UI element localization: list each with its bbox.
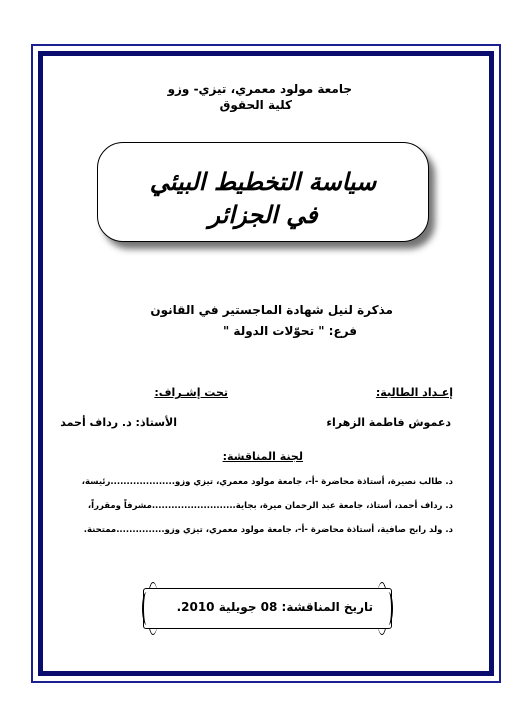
student-name: دعموش فاطمة الزهراء	[326, 416, 451, 429]
thesis-title-line-2: في الجزائر	[208, 201, 318, 229]
jury-member: د. طالب نصيرة، أستاذة محاضرة -أ-، جامعة مولود معمري، تيزي وزو....................رئيسة،	[81, 477, 453, 487]
jury-label: لجنة المناقشة:	[222, 450, 303, 463]
jury-member: د. ولد رابح صافية، أستاذة محاضرة -أ-، جامعة مولود معمري، تيزي وزو...............ممتحنة.	[83, 525, 453, 535]
supervision-label: تحت إشـراف:	[154, 386, 228, 399]
faculty-name: كلية الحقوق	[219, 98, 292, 112]
defense-date: تاريخ المناقشة: 08 جويلية 2010.	[176, 600, 373, 614]
thesis-title-line-1: سياسة التخطيط البيئي	[149, 168, 377, 196]
preparation-label: إعـداد الطالبة:	[375, 386, 453, 399]
degree-branch: فرع: " تحوّلات الدولة "	[223, 324, 357, 338]
university-name: جامعة مولود معمري، تيزي- وزو	[167, 82, 352, 96]
jury-member: د. رداف أحمد، أستاذ، جامعة عبد الرحمان ميرة، بجاية..........................مشرفاً ومقرراً،	[87, 501, 453, 511]
degree-statement: مذكرة لنيل شهادة الماجستير في القانون	[150, 303, 393, 317]
supervisor-name: الأستاذ: د. رداف أحمد	[60, 416, 177, 429]
